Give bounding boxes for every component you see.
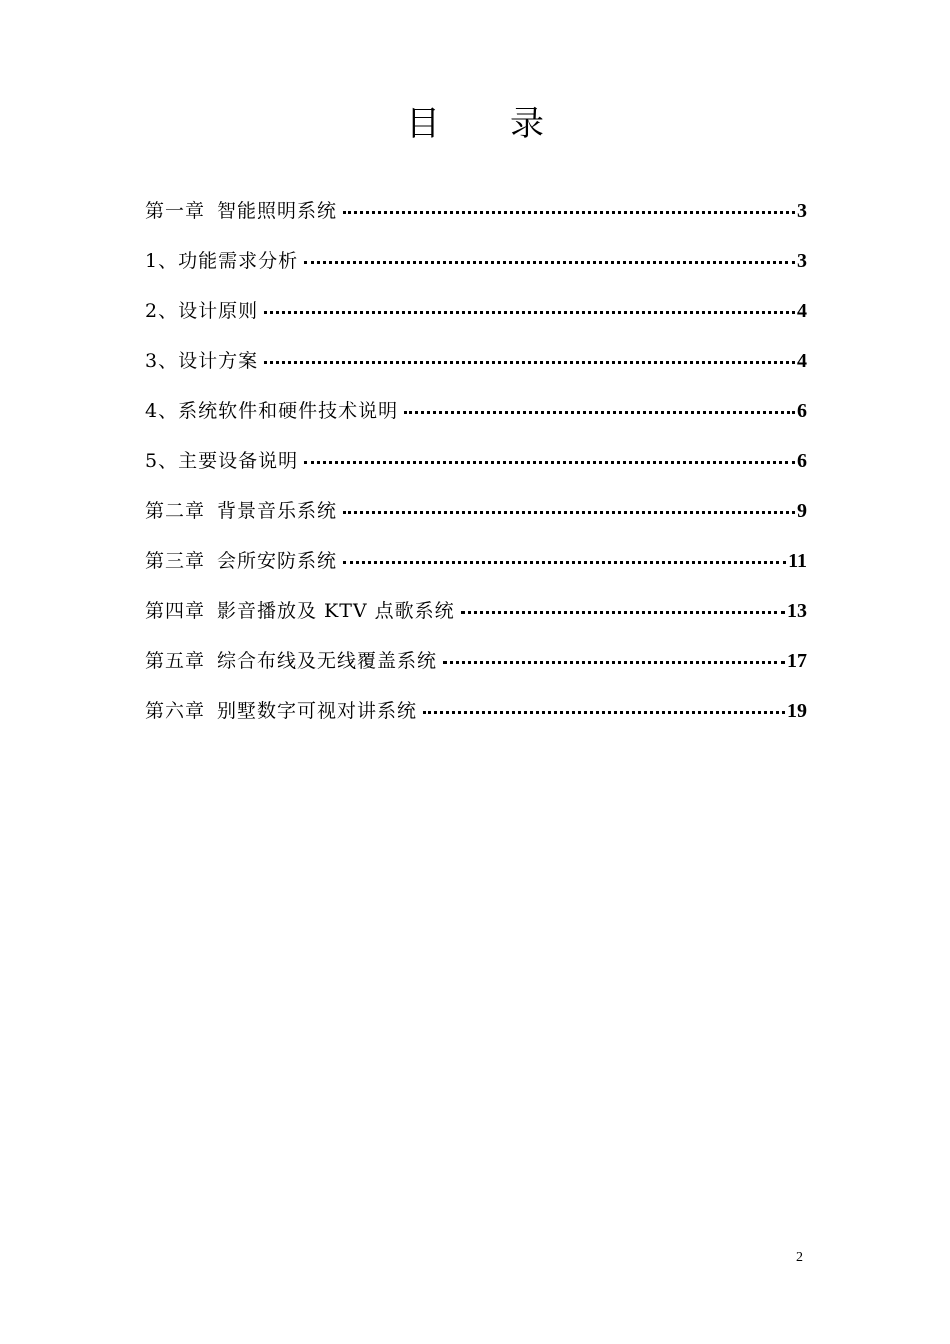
toc-entry[interactable]: [145, 242, 807, 292]
footer-page-number: 2: [796, 1250, 803, 1265]
title-char-left: 目: [406, 104, 440, 144]
toc-page-number: 13: [787, 600, 807, 622]
toc-entry-label: 影音播放及 KTV 点歌系统: [217, 600, 455, 622]
table-of-contents: [145, 192, 807, 742]
toc-page-number: 6: [797, 400, 807, 422]
toc-entry[interactable]: [145, 292, 807, 342]
toc-chapter-number: 第四章: [145, 600, 206, 622]
toc-entry[interactable]: [145, 392, 807, 442]
toc-entry-label: 综合布线及无线覆盖系统: [217, 650, 438, 672]
toc-page-number: 11: [788, 550, 807, 572]
toc-page-number: 17: [787, 650, 807, 672]
toc-entry[interactable]: [145, 442, 807, 492]
toc-page-number: 4: [797, 300, 807, 322]
toc-page-number: 3: [797, 200, 807, 222]
toc-leader-dots: [264, 361, 795, 364]
toc-entry-label: 会所安防系统: [217, 550, 338, 572]
page-title: [0, 102, 950, 146]
toc-leader-dots: [343, 511, 795, 514]
toc-leader-dots: [443, 661, 785, 664]
toc-entry-label: 3、设计方案: [145, 350, 259, 372]
toc-page-number: 6: [797, 450, 807, 472]
toc-entry-label: 4、系统软件和硬件技术说明: [145, 400, 399, 422]
toc-leader-dots: [304, 461, 795, 464]
toc-entry-label: 背景音乐系统: [217, 500, 338, 522]
toc-entry[interactable]: [145, 342, 807, 392]
toc-page-number: 9: [797, 500, 807, 522]
toc-page-number: 4: [797, 350, 807, 372]
toc-page-number: 19: [787, 700, 807, 722]
toc-entry[interactable]: [145, 492, 807, 542]
toc-entry[interactable]: [145, 192, 807, 242]
toc-entry-label: 2、设计原则: [145, 300, 259, 322]
toc-entry-label: 别墅数字可视对讲系统: [217, 700, 418, 722]
toc-leader-dots: [264, 311, 795, 314]
toc-chapter-number: 第五章: [145, 650, 206, 672]
toc-chapter-number: 第二章: [145, 500, 206, 522]
toc-entry-label: 智能照明系统: [217, 200, 338, 222]
toc-entry-label: 5、主要设备说明: [145, 450, 299, 472]
toc-leader-dots: [423, 711, 785, 714]
toc-entry[interactable]: [145, 542, 807, 592]
toc-entry[interactable]: [145, 592, 807, 642]
toc-leader-dots: [461, 611, 785, 614]
toc-chapter-number: 第一章: [145, 200, 206, 222]
toc-leader-dots: [304, 261, 795, 264]
toc-entry[interactable]: [145, 642, 807, 692]
toc-leader-dots: [404, 411, 795, 414]
toc-leader-dots: [343, 211, 795, 214]
toc-chapter-number: 第六章: [145, 700, 206, 722]
toc-entry[interactable]: [145, 692, 807, 742]
title-char-right: 录: [510, 104, 544, 144]
toc-leader-dots: [343, 561, 786, 564]
toc-chapter-number: 第三章: [145, 550, 206, 572]
toc-page-number: 3: [797, 250, 807, 272]
toc-entry-label: 1、功能需求分析: [145, 250, 299, 272]
